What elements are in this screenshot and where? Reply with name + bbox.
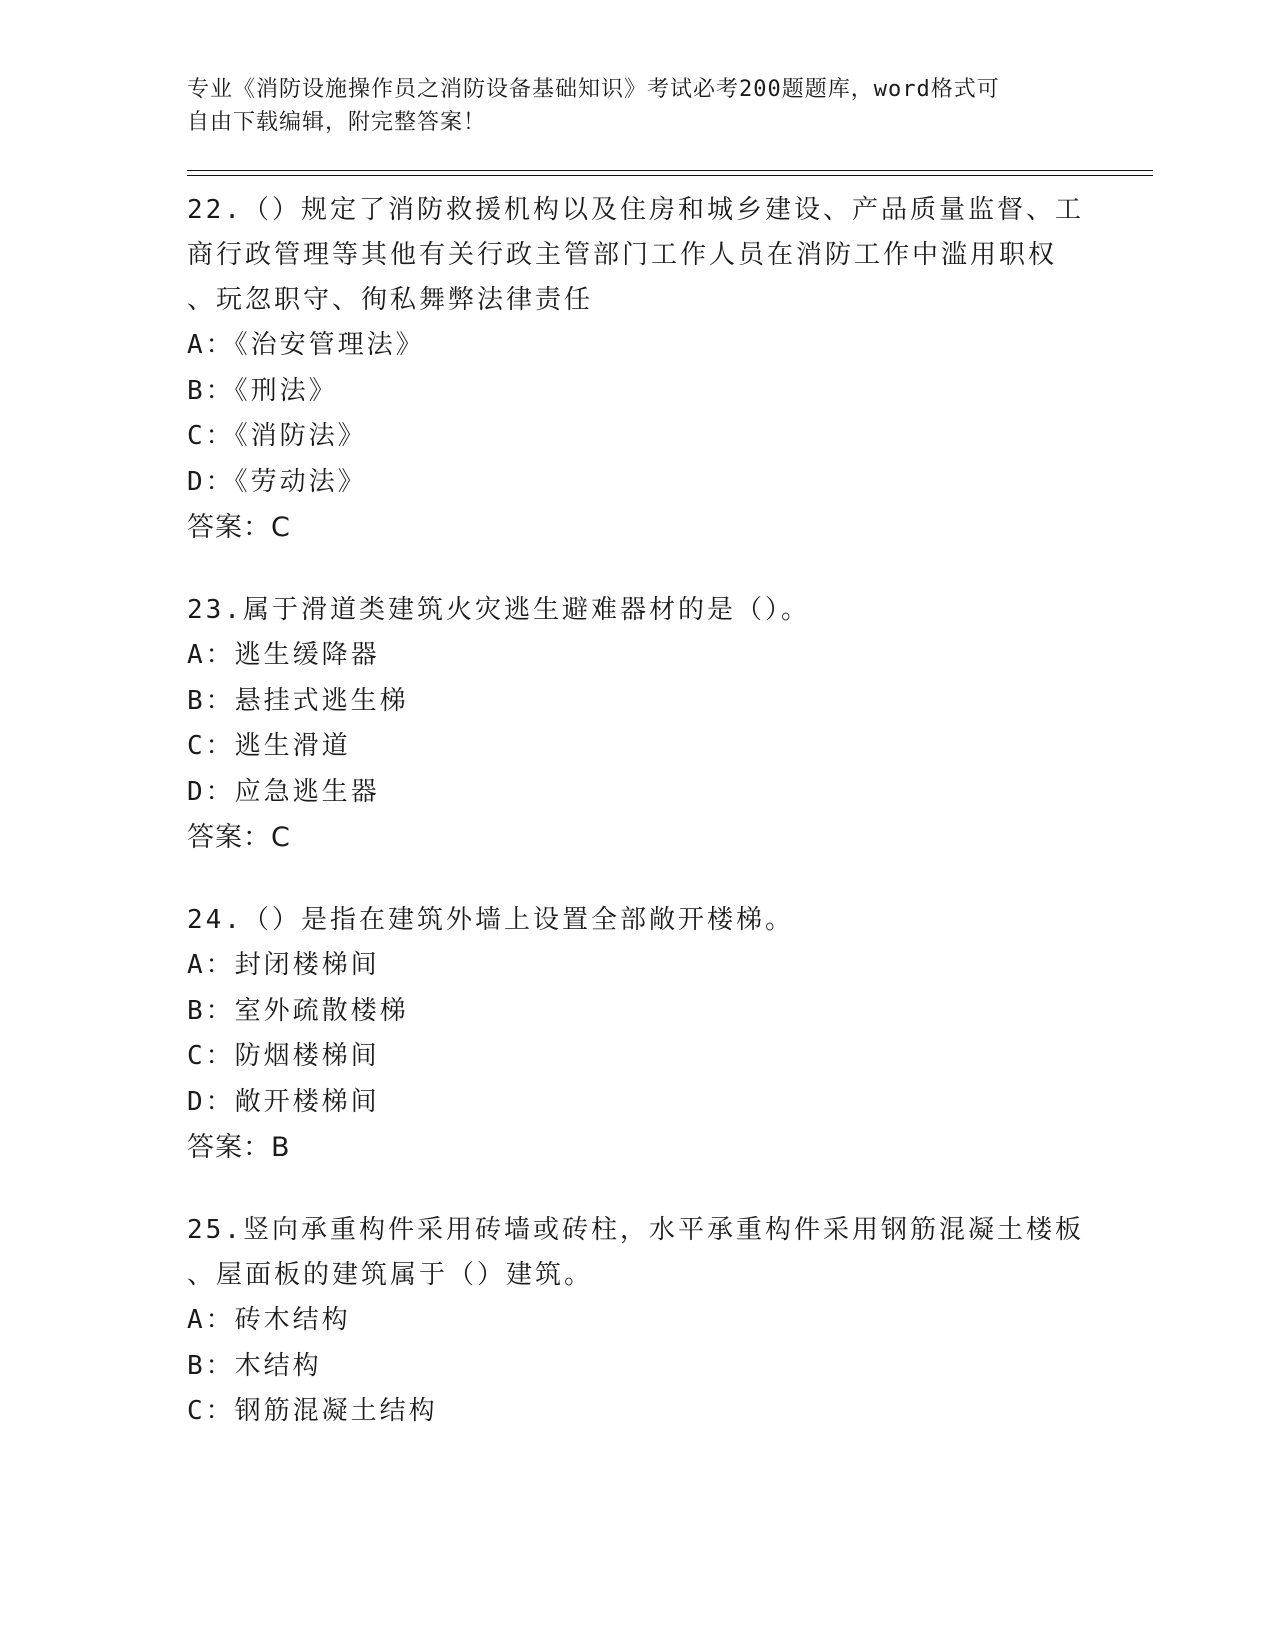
option-b: B：木结构	[187, 1350, 322, 1381]
question-text-line: 25.竖向承重构件采用砖墙或砖柱，水平承重构件采用钢筋混凝土楼板	[187, 1215, 1084, 1245]
option-a: A：砖木结构	[187, 1305, 351, 1335]
option-d: D：《劳动法》	[187, 466, 367, 497]
question-text-line: 、屋面板的建筑属于（）建筑。	[187, 1260, 594, 1290]
question-text-line: 22.（）规定了消防救援机构以及住房和城乡建设、产品质量监督、工	[187, 195, 1084, 225]
header-line-2: 自由下载编辑，附完整答案！	[187, 110, 487, 135]
header-rule-top	[187, 170, 1153, 171]
option-b: B：《刑法》	[187, 375, 338, 406]
option-a: A：封闭楼梯间	[187, 950, 380, 980]
question-list	[187, 188, 1087, 1472]
answer: 答案：C	[187, 512, 291, 543]
question-text-line: 商行政管理等其他有关行政主管部门工作人员在消防工作中滥用职权	[187, 240, 1058, 270]
question-text-line: 24.（）是指在建筑外墙上设置全部敞开楼梯。	[187, 905, 794, 935]
option-b: B：悬挂式逃生梯	[187, 685, 409, 716]
question-24	[187, 898, 1087, 1171]
option-b: B：室外疏散楼梯	[187, 995, 409, 1026]
option-c: C：逃生滑道	[187, 731, 351, 761]
question-22	[187, 188, 1087, 551]
question-25	[187, 1208, 1087, 1435]
answer: 答案：B	[187, 1132, 291, 1163]
document-header	[187, 73, 1067, 139]
option-d: D：敞开楼梯间	[187, 1086, 380, 1117]
option-d: D：应急逃生器	[187, 776, 380, 807]
option-a: A：逃生缓降器	[187, 640, 380, 670]
question-text-line: 、玩忽职守、徇私舞弊法律责任	[187, 285, 594, 315]
option-c: C：《消防法》	[187, 421, 367, 451]
option-a: A：《治安管理法》	[187, 330, 425, 360]
option-c: C：钢筋混凝土结构	[187, 1396, 438, 1426]
question-text-line: 23.属于滑道类建筑火灾逃生避难器材的是（）。	[187, 595, 810, 625]
header-rule-bottom	[187, 175, 1153, 176]
option-c: C：防烟楼梯间	[187, 1041, 380, 1071]
question-23	[187, 588, 1087, 861]
header-line-1: 专业《消防设施操作员之消防设备基础知识》考试必考200题题库，word格式可	[187, 77, 1000, 102]
answer: 答案：C	[187, 822, 291, 853]
